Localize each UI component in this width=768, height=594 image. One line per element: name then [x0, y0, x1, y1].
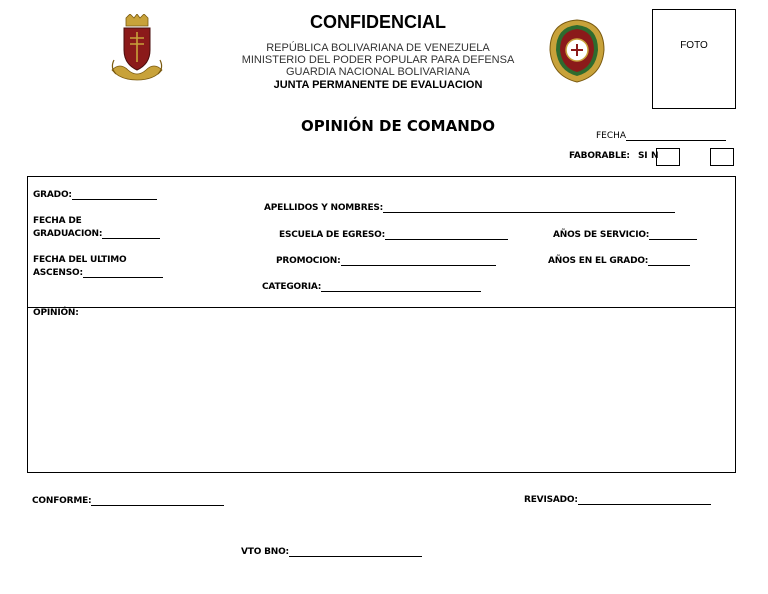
fecha-graduacion-label-2: GRADUACION: [33, 229, 103, 239]
photo-box [652, 9, 736, 109]
document-title: CONFIDENCIAL [310, 12, 446, 32]
apellidos-label: APELLIDOS Y NOMBRES: [264, 203, 384, 213]
opinion-textarea[interactable] [27, 307, 736, 473]
opinion-label: OPINIÓN: [33, 308, 79, 318]
vto-bno-field[interactable] [241, 547, 422, 557]
header-line-3: GUARDIA NACIONAL BOLIVARIANA [286, 66, 470, 78]
conforme-label: CONFORME: [32, 496, 92, 506]
promocion-field[interactable] [276, 256, 496, 266]
guard-seal-logo [546, 18, 608, 84]
anos-grado-line [648, 265, 690, 266]
fecha-line [626, 140, 726, 141]
no-checkbox[interactable] [710, 148, 734, 166]
revisado-label: REVISADO: [524, 495, 578, 505]
revisado-field[interactable] [524, 495, 711, 505]
fecha-ascenso-label-2: ASCENSO: [33, 268, 83, 278]
fecha-field[interactable] [596, 131, 726, 141]
fecha-graduacion-field[interactable] [33, 229, 160, 239]
coat-of-arms-logo [108, 14, 166, 84]
promocion-line [341, 265, 496, 266]
revisado-line [578, 504, 711, 505]
vto-bno-line [289, 556, 422, 557]
si-label: SI [638, 151, 648, 161]
anos-grado-label: AÑOS EN EL GRADO: [548, 256, 649, 266]
anos-servicio-label: AÑOS DE SERVICIO: [553, 230, 650, 240]
faborable-label: FABORABLE: [569, 151, 630, 161]
anos-grado-field[interactable] [548, 256, 690, 266]
fecha-ascenso-field[interactable] [33, 268, 163, 278]
fecha-ascenso-line [83, 277, 163, 278]
photo-label: FOTO [680, 40, 708, 51]
header-line-1: REPÚBLICA BOLIVARIANA DE VENEZUELA [266, 42, 490, 54]
form-subtitle: OPINIÓN DE COMANDO [301, 117, 495, 135]
conforme-line [91, 505, 224, 506]
fecha-label: FECHA [596, 131, 627, 141]
vto-bno-label: VTO BNO: [241, 547, 289, 557]
apellidos-line [383, 212, 675, 213]
anos-servicio-field[interactable] [553, 230, 697, 240]
no-label: N [651, 151, 659, 161]
header-line-4: JUNTA PERMANENTE DE EVALUACION [273, 79, 483, 91]
escuela-line [385, 239, 508, 240]
si-checkbox[interactable] [656, 148, 680, 166]
grado-label: GRADO: [33, 190, 72, 200]
escuela-field[interactable] [279, 230, 508, 240]
grado-field[interactable] [33, 190, 157, 200]
fecha-ascenso-label-1: FECHA DEL ULTIMO [33, 255, 127, 265]
anos-servicio-line [649, 239, 697, 240]
categoria-label: CATEGORIA: [262, 282, 322, 292]
apellidos-field[interactable] [264, 203, 675, 213]
fecha-graduacion-label-1: FECHA DE [33, 216, 82, 226]
categoria-field[interactable] [262, 282, 481, 292]
promocion-label: PROMOCION: [276, 256, 341, 266]
fecha-graduacion-line [102, 238, 160, 239]
grado-line [72, 199, 157, 200]
header-line-2: MINISTERIO DEL PODER POPULAR PARA DEFENSA [241, 54, 515, 66]
escuela-label: ESCUELA DE EGRESO: [279, 230, 386, 240]
categoria-line [321, 291, 481, 292]
conforme-field[interactable] [32, 496, 224, 506]
